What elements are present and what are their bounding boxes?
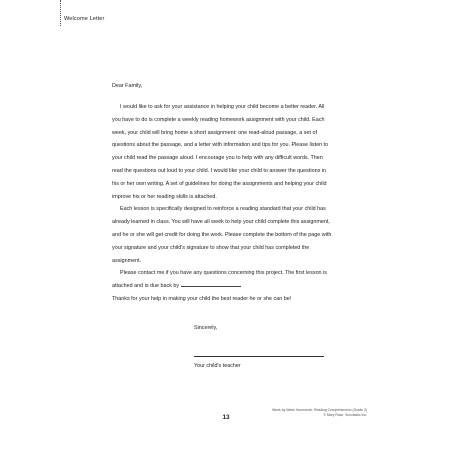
letter-paragraph-3 [112, 267, 334, 305]
salutation: Dear Family, [112, 83, 143, 89]
thanks-text: Thanks for your help in making your child the best reader he or she can be! [112, 296, 292, 303]
credit-line-2: © Mary Rose, Scholastic Inc. [323, 413, 367, 417]
section-label: Welcome Letter [64, 16, 105, 22]
paragraph-1-text: I would like to ask for your assistance in helping your child become a better reader. All you have to do is complete a weekly reading homework assignment with your child. Each week, your child will bring home a short assignment: one read-aloud passage, a set of questions about the passage, and a letter with information and tips for you. Please listen to your child read the passage aloud. I encourage you to help with any difficult words. Then read the questions out loud to your child. I would like your child to answer the questions in his or her own writing. A set of guidelines for doing the assignments and helping your child improve his or her reading skills is attached. [112, 104, 329, 200]
due-date-blank[interactable] [181, 280, 241, 287]
signature-line[interactable] [194, 356, 324, 357]
page-number: 13 [222, 414, 230, 421]
signature-label: Your child's teacher [194, 363, 241, 369]
letter-paragraph-2 [112, 203, 334, 267]
footer-credits [272, 408, 367, 418]
closing: Sincerely, [194, 325, 218, 331]
credit-line-1: Week-by-Week Homework: Reading Comprehension (Grade 3) [271, 408, 367, 412]
margin-dotted-line [60, 0, 61, 26]
letter-body [112, 80, 334, 306]
paragraph-2-text: Each lesson is specifically designed to reinforce a reading standard that your child has already learned in class. You will have all week to help your child complete this assignment, and he or she will get credit for doing the work. Please complete the bottom of the page with your signature and your child's signature to show that your child has completed the assignment. [112, 206, 332, 264]
paragraph-3-text: Please contact me if you have any questions concerning this project. The first lesson is attached and is due back by [112, 270, 327, 290]
letter-paragraph-1 [112, 101, 334, 203]
